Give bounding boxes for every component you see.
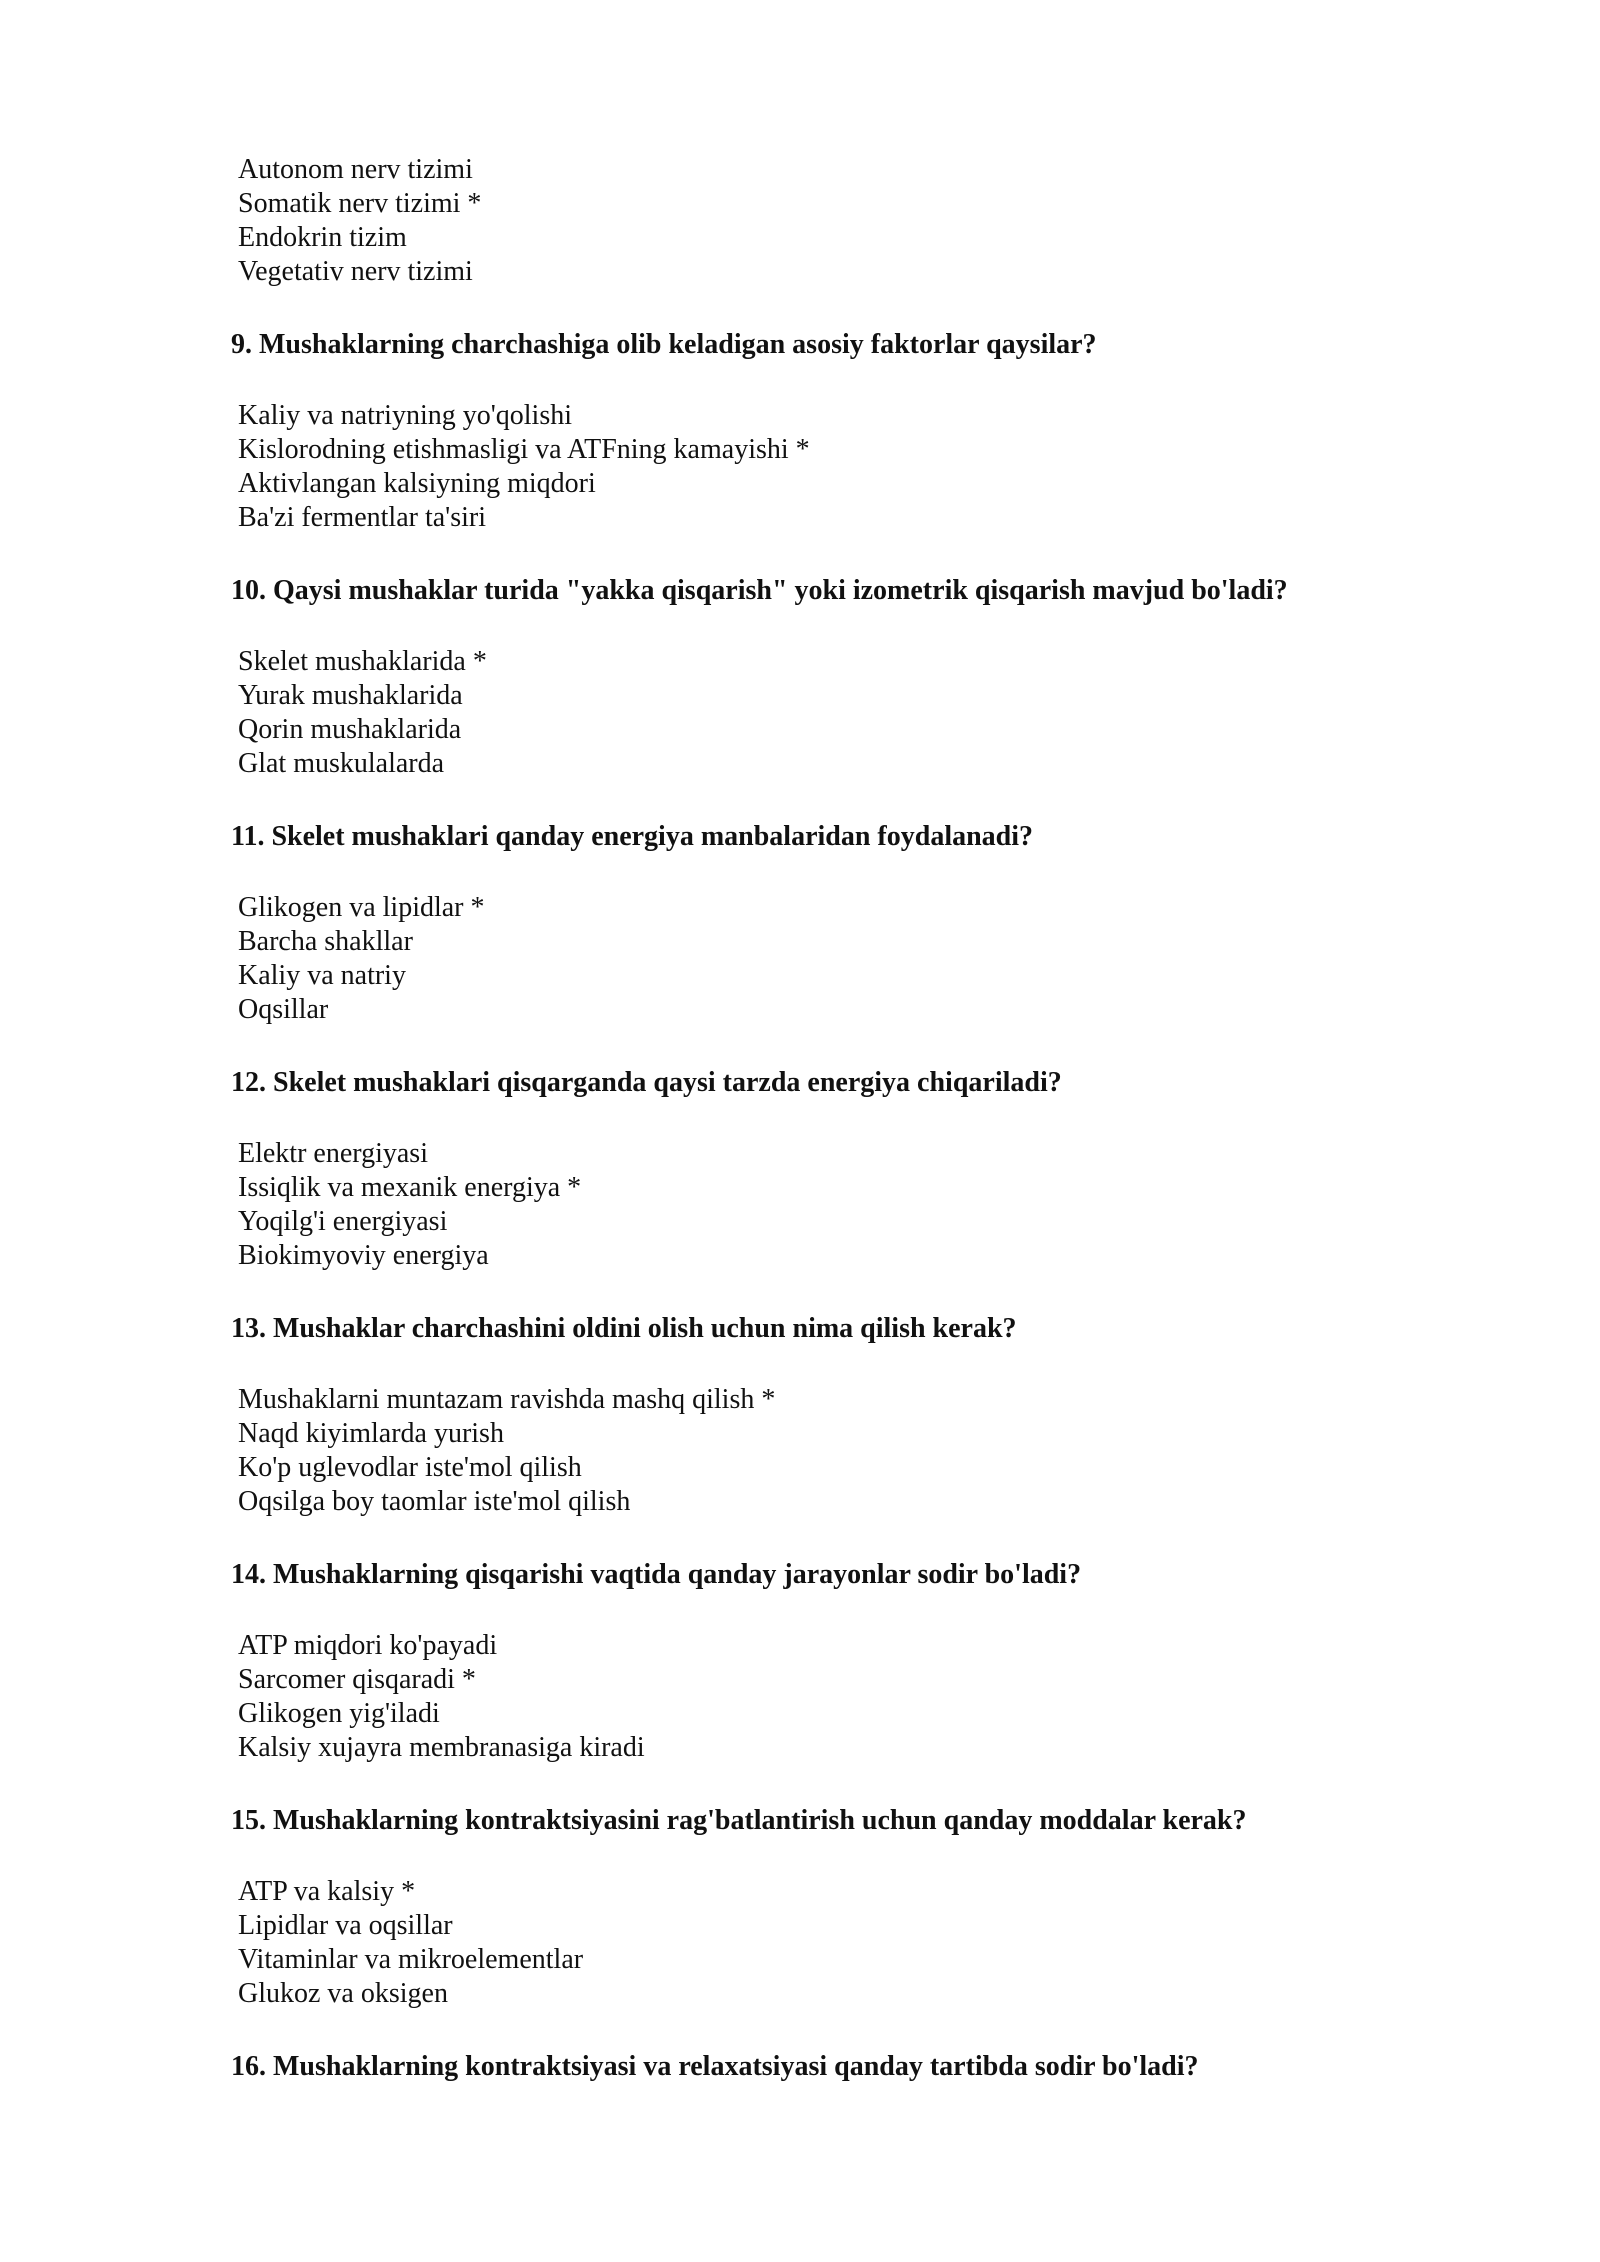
answer-option: Biokimyoviy energiya xyxy=(238,1240,489,1271)
answer-option: Endokrin tizim xyxy=(238,222,407,253)
question-title: 12. Skelet mushaklari qisqarganda qaysi tarzda energiya chiqariladi? xyxy=(231,1067,1062,1098)
answer-option: Glikogen yig'iladi xyxy=(238,1698,440,1729)
answer-option: Oqsillar xyxy=(238,994,329,1025)
answer-option: Vegetativ nerv tizimi xyxy=(238,256,473,287)
question-title: 9. Mushaklarning charchashiga olib keladigan asosiy faktorlar qaysilar? xyxy=(231,329,1097,360)
question-title: 10. Qaysi mushaklar turida "yakka qisqarish" yoki izometrik qisqarish mavjud bo'ladi? xyxy=(231,575,1288,606)
answer-option: Glikogen va lipidlar * xyxy=(238,892,485,923)
answer-option: Yurak mushaklarida xyxy=(238,680,463,711)
answer-option: ATP miqdori ko'payadi xyxy=(238,1630,498,1661)
answer-option: Somatik nerv tizimi * xyxy=(238,188,482,219)
answer-option: Aktivlangan kalsiyning miqdori xyxy=(238,468,596,499)
answer-option: Lipidlar va oqsillar xyxy=(238,1910,453,1941)
answer-option: Kaliy va natriyning yo'qolishi xyxy=(238,400,573,431)
answer-option: Issiqlik va mexanik energiya * xyxy=(238,1172,582,1203)
answer-option: Vitaminlar va mikroelementlar xyxy=(238,1944,584,1975)
question-title: 14. Mushaklarning qisqarishi vaqtida qanday jarayonlar sodir bo'ladi? xyxy=(231,1559,1082,1590)
answer-option: Kaliy va natriy xyxy=(238,960,406,991)
answer-option: Kislorodning etishmasligi va ATFning kamayishi * xyxy=(238,434,810,465)
answer-option: Glukoz va oksigen xyxy=(238,1978,448,2009)
answer-option: Naqd kiyimlarda yurish xyxy=(238,1418,504,1449)
answer-option: Autonom nerv tizimi xyxy=(238,154,473,185)
answer-option: Sarcomer qisqaradi * xyxy=(238,1664,476,1695)
question-title: 16. Mushaklarning kontraktsiyasi va relaxatsiyasi qanday tartibda sodir bo'ladi? xyxy=(231,2051,1199,2082)
answer-option: Mushaklarni muntazam ravishda mashq qilish * xyxy=(238,1384,776,1415)
question-title: 11. Skelet mushaklari qanday energiya manbalaridan foydalanadi? xyxy=(231,821,1034,852)
answer-option: Barcha shakllar xyxy=(238,926,413,957)
answer-option: Ko'p uglevodlar iste'mol qilish xyxy=(238,1452,582,1483)
answer-option: Oqsilga boy taomlar iste'mol qilish xyxy=(238,1486,631,1517)
question-title: 13. Mushaklar charchashini oldini olish uchun nima qilish kerak? xyxy=(231,1313,1017,1344)
answer-option: Elektr energiyasi xyxy=(238,1138,428,1169)
answer-option: Glat muskulalarda xyxy=(238,748,445,779)
answer-option: Qorin mushaklarida xyxy=(238,714,462,745)
answer-option: Skelet mushaklarida * xyxy=(238,646,487,677)
answer-option: Yoqilg'i energiyasi xyxy=(238,1206,448,1237)
answer-option: Kalsiy xujayra membranasiga kiradi xyxy=(238,1732,645,1763)
question-title: 15. Mushaklarning kontraktsiyasini rag'batlantirish uchun qanday moddalar kerak? xyxy=(231,1805,1247,1836)
answer-option: Ba'zi fermentlar ta'siri xyxy=(238,502,486,533)
answer-option: ATP va kalsiy * xyxy=(238,1876,416,1907)
